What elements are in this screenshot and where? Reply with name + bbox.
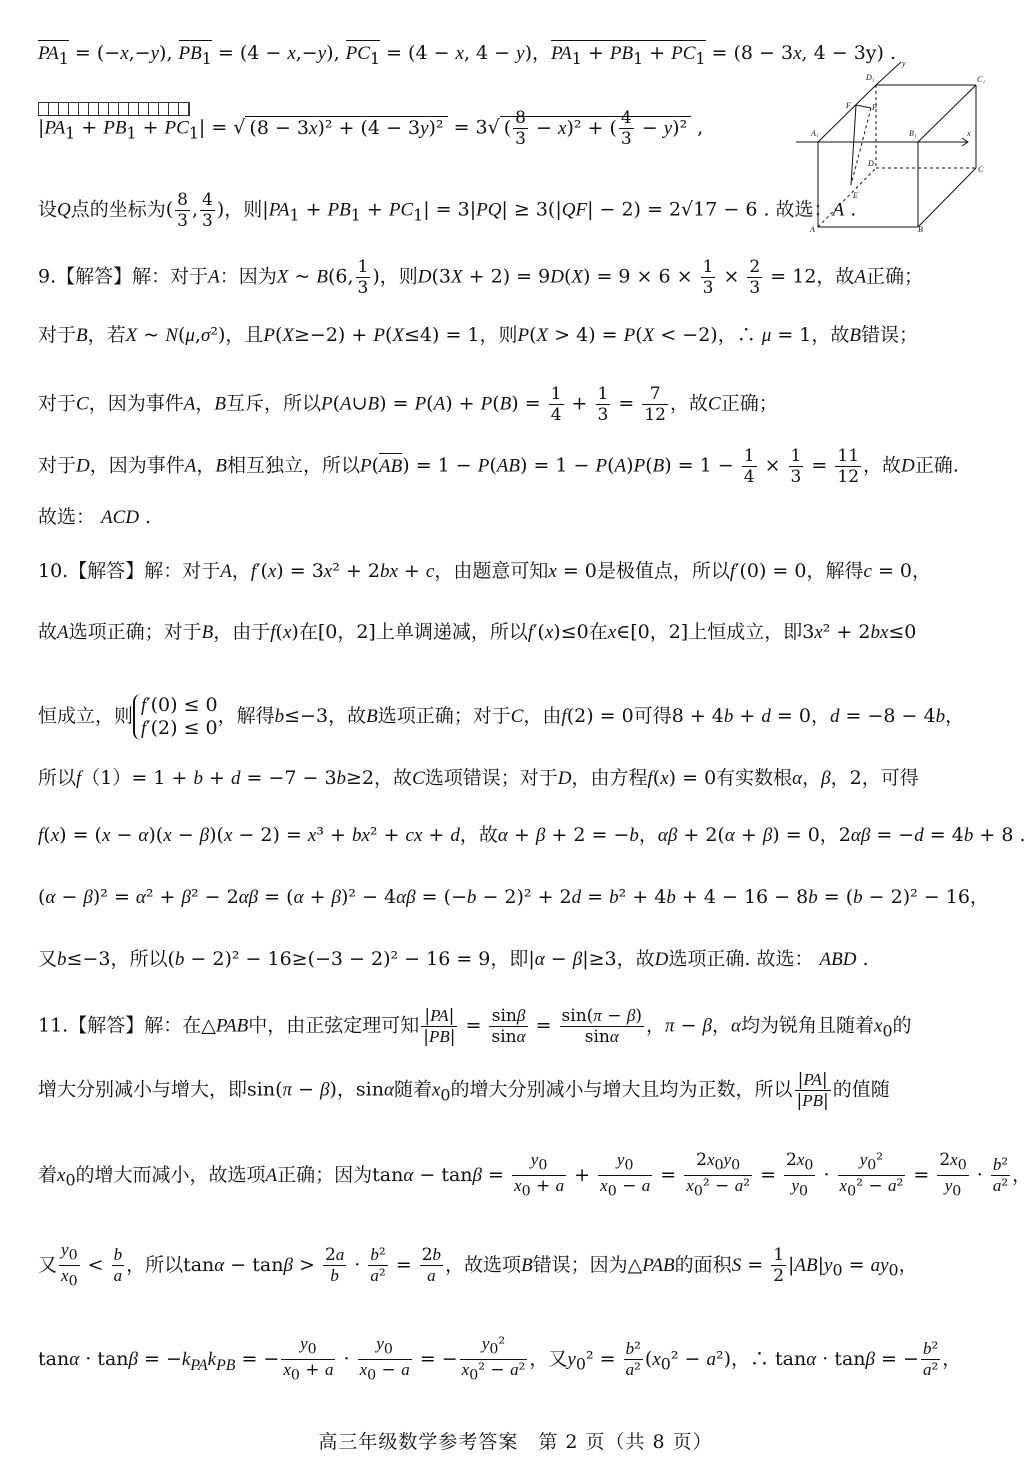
line-18: 着$x_0$的增大而减小，故选项A正确；因为tanα − tanβ = $\frac{y_0}{x_0 + a}$ + $\frac{y_0}{x_0 - a}$ = $\frac{2x_0y_0}{x_0^2 - a^2}$ = $\frac{2x_0}{y_0}$ · $\frac{y_0^2}{x_0^2 - a^2}$ = $\frac{2x_0}{y_0}$ · $\frac{\text{b²}}{\text{a²}}$ ， <box>38 1150 1031 1200</box>
fig-label-B: B <box>918 225 923 234</box>
line-15: 又b≤−3，所以(b − 2)² − 16≥(−3 − 2)² − 16 = 9，即|α − β|≥3，故D选项正确. 故选： ABD . <box>38 948 869 970</box>
fig-label-A1: A₁ <box>811 129 819 138</box>
line-7: 对于D，因为事件A，B相互独立，所以P(AB) = 1 − P(AB) = 1 − P(A)P(B) = 1 − $\frac{1}{4}$ × $\frac{1}{3}$ = $\frac{11}{12}$ ，故D正确. <box>38 446 959 487</box>
line-9: 10.【解答】解：对于A，f′(x) = 3x² + 2bx + c，由题意可知x = 0是极值点，所以f′(0) = 0，解得c = 0， <box>38 560 932 582</box>
line-16: 11.【解答】解：在△PAB中，由正弦定理可知 $\frac{|PA|}{|PB|}$ = $\frac{\sin\beta}{\sin\alpha}$ = $\frac{\sin(\pi - \beta)}{\sin\alpha}$ ，π − β，α均为锐角且随着$x_0$的 <box>38 1006 912 1047</box>
line-12: 所以f（1）= 1 + b + d = −7 − 3b≥2，故C选项错误；对于D，由方程f(x) = 0有实数根α，β，2，可得 <box>38 767 919 789</box>
line-5: 对于B，若X ~ N(μ,σ²)，且P(X≥−2) + P(X≤4) = 1，则P(X > 4) = P(X < −2)，∴ μ = 1，故B错误； <box>38 324 919 346</box>
line-3: 设Q点的坐标为( $\frac{8}{3}$ , $\frac{4}{3}$ )，则$|PA_1 + PB_1 + PC_1| = 3|PQ| \ge 3(|QF| - 2) = 2√17 - 6$ . 故选：A . <box>38 190 857 231</box>
line-19: 又 $\frac{y_0}{x_0}$ < $\frac{b}{a}$ ，所以tanα − tanβ > $\frac{2a}{b}$ · $\frac{\text{b²}}{\text{a²}}$ = $\frac{2b}{a}$ ，故选项B错误；因为△PAB的面积S = $\frac{1}{2}$ $|AB|y_0 = ay_0$， <box>38 1240 918 1290</box>
fig-label-C: C <box>978 165 984 174</box>
fig-label-x: x <box>967 129 971 138</box>
fig-label-y: y <box>902 60 906 68</box>
page-footer: 高三年级数学参考答案 第 2 页（共 8 页） <box>318 1431 713 1453</box>
fig-label-P: P <box>872 103 877 112</box>
line-17: 增大分别减小与增大，即sin(π − β)，sinα随着$x_0$的增大分别减小与增大且均为正数，所以 $\frac{|PA|}{|PB|}$ 的值随 <box>38 1070 890 1111</box>
line-6: 对于C，因为事件A，B互斥，所以P(A∪B) = P(A) + P(B) = $\frac{1}{4}$ + $\frac{1}{3}$ = $\frac{7}{12}$ ，故C正确； <box>38 384 778 425</box>
fig-label-A: A <box>810 225 815 234</box>
fig-label-E: E <box>853 191 858 200</box>
line-10: 故A选项正确；对于B，由于f(x)在[0，2]上单调递减，所以f′(x)≤0在x∈[0，2]上恒成立，即3x² + 2bx≤0 <box>38 621 917 643</box>
cube-figure <box>796 60 986 235</box>
line-20: $\tan\alpha \cdot \tan\beta = -k_{PA}k_{PB}$ = − $\frac{y_0}{x_0 + a}$ · $\frac{y_0}{x_0 - a}$ = − $\frac{y_0^2}{x_0^2 - a^2}$ ，又$y_0^2$ = $\frac{\text{b²}}{\text{a²}}$ $(x_0^2 - a^2)$，∴ tanα · tanβ = − $\frac{\text{b²}}{\text{a²}}$ ， <box>38 1334 962 1384</box>
line-2: $|PA_1 + PB_1 + PC_1|$ = √ (8 − 3x)² + (4 − 3y)² = 3√ ( $\frac{8}{3}$ − x)² + ( $\frac{4}{3}$ − y)² , <box>38 108 703 149</box>
fig-label-F: F <box>846 101 851 110</box>
line-11: 恒成立，则 f′(0) ≤ 0 f′(2) ≤ 0 ，解得b≤−3，故B选项正确；对于C，由f(2) = 0可得8 + 4b + d = 0，d = −8 − 4b， <box>38 694 965 739</box>
line-1: $PA_1 = (-x,-y)$, $PB_1 = (4 - x,-y)$, $PC_1 = (4 - x$, 4 − y)，$PA_1 + PB_1 + PC_1 = (8 - 3x$, 4 − 3y) . <box>38 42 897 68</box>
fig-label-D1: D₁ <box>866 73 875 82</box>
line-13: f(x) = (x − α)(x − β)(x − 2) = x³ + bx² + cx + d，故α + β + 2 = −b，αβ + 2(α + β) = 0，2αβ = −d = 4b + 8 . <box>38 824 1026 846</box>
fig-label-C1: C₁ <box>977 75 986 84</box>
line-4: 9.【解答】解：对于A：因为X ~ B(6, $\frac{1}{3}$ )，则D(3X + 2) = 9D(X) = 9 × 6 × $\frac{1}{3}$ × $\frac{2}{3}$ = 12，故A正确； <box>38 257 924 298</box>
fig-label-B1: B₁ <box>909 129 917 138</box>
line-14: (α − β)² = α² + β² − 2αβ = (α + β)² − 4αβ = (−b − 2)² + 2d = b² + 4b + 4 − 16 − 8b = (b − 2)² − 16， <box>38 886 989 908</box>
fig-label-D: D <box>868 159 874 168</box>
line-8: 故选： ACD . <box>38 506 152 528</box>
